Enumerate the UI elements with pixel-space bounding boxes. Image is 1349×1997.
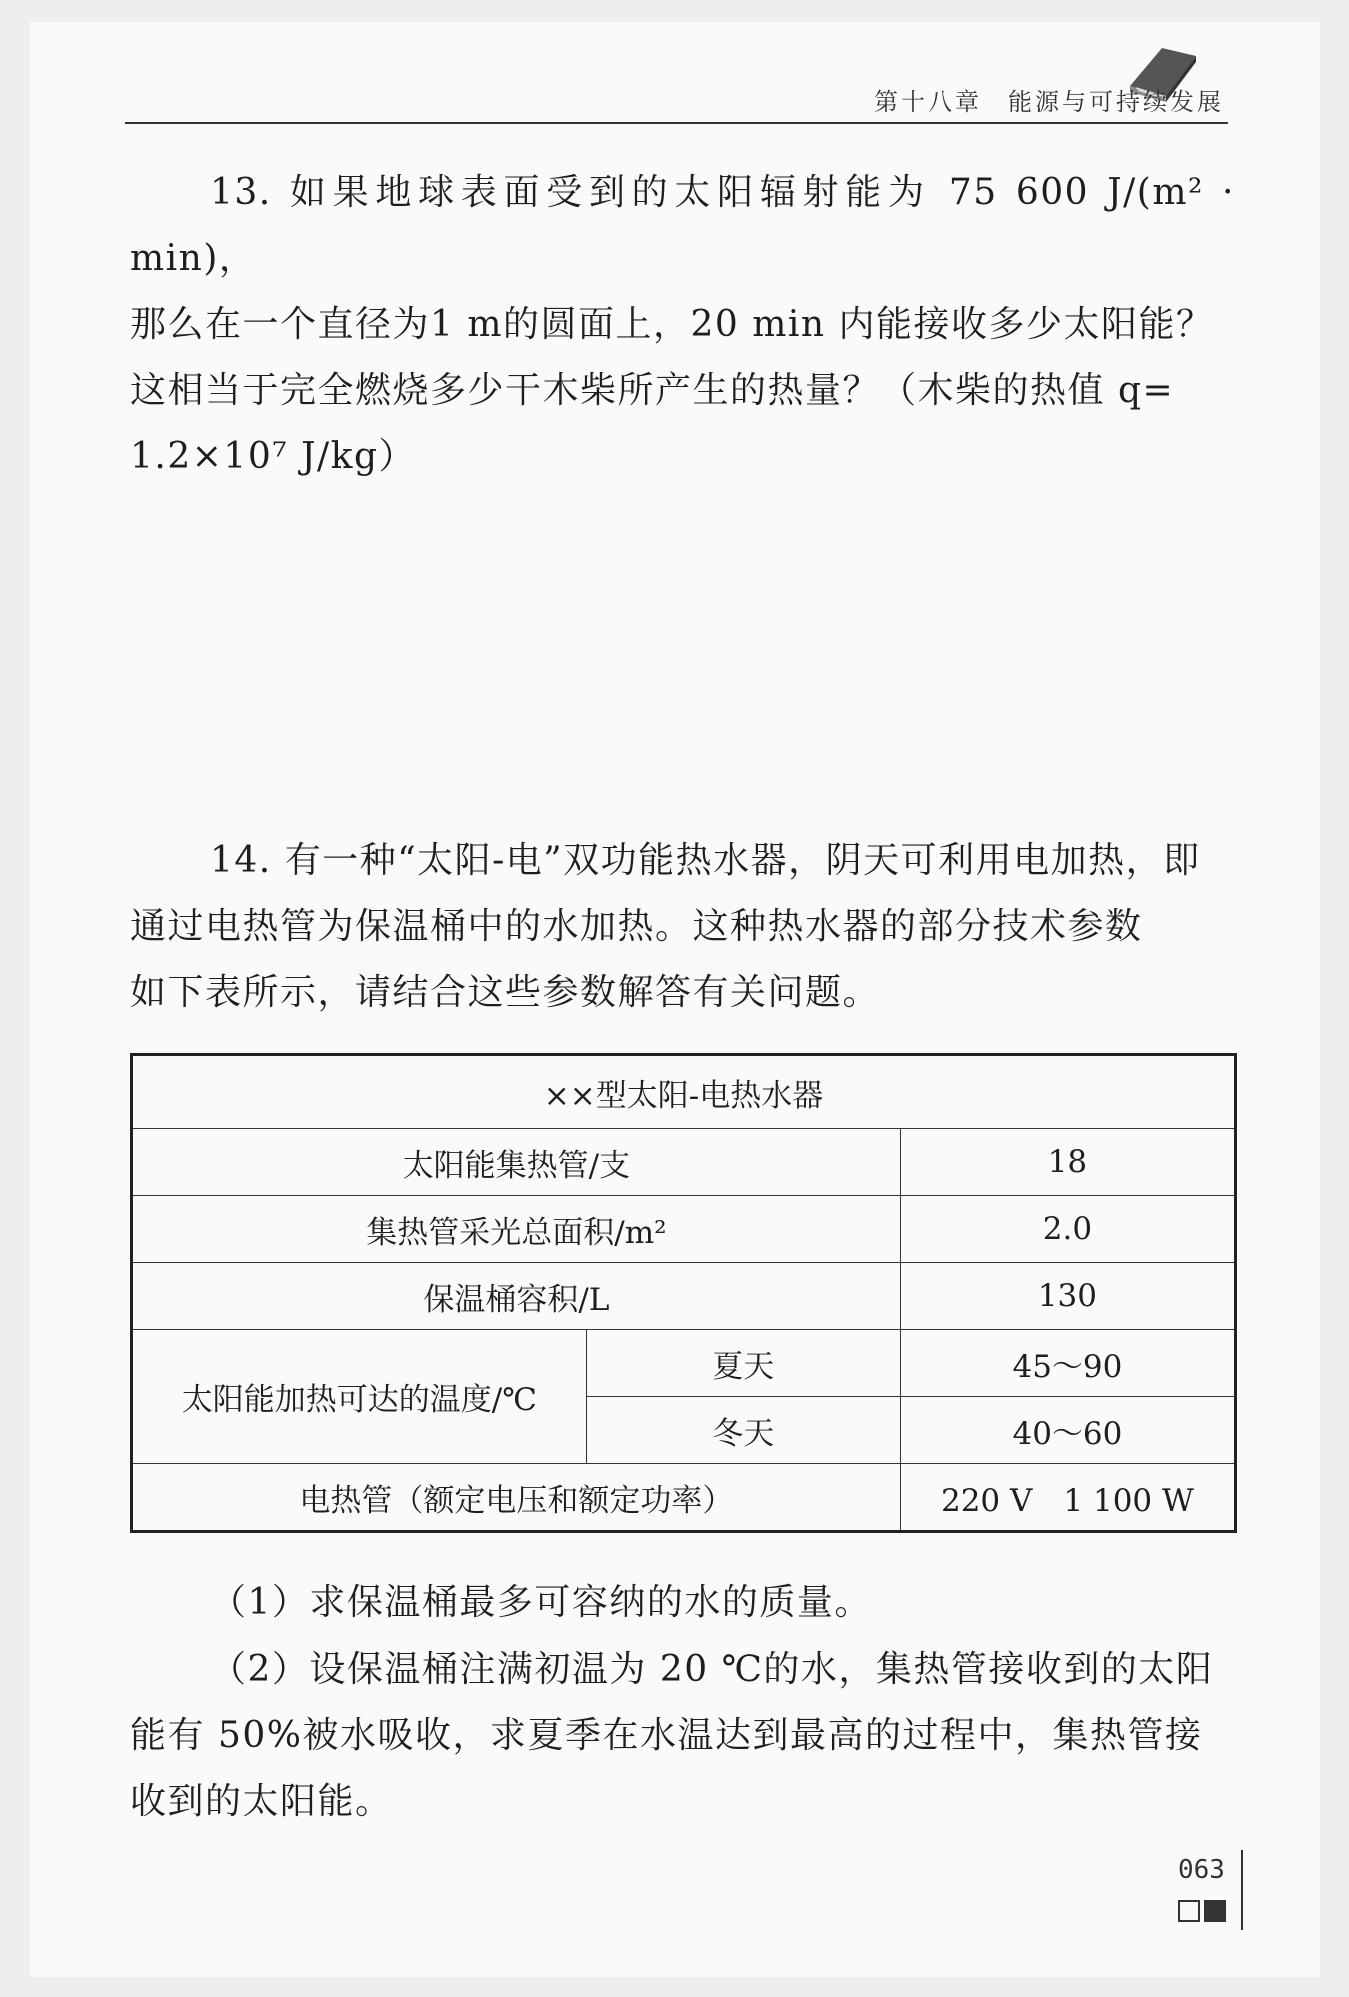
header-rule xyxy=(125,122,1228,124)
row3-value: 130 xyxy=(900,1263,1235,1330)
row4-winter-value: 40～60 xyxy=(900,1397,1235,1464)
chapter-title: 能源与可持续发展 xyxy=(1008,88,1224,116)
page-number-rule xyxy=(1241,1850,1243,1930)
page-number: 063 xyxy=(1178,1855,1225,1885)
sub2-line-3: 收到的太阳能。 xyxy=(130,1781,393,1822)
filled-square-icon xyxy=(1204,1900,1226,1922)
table-row xyxy=(132,1263,1236,1330)
row2-label: 集热管采光总面积/m² xyxy=(132,1196,901,1263)
table-row xyxy=(132,1129,1236,1196)
spec-table xyxy=(130,1053,1237,1533)
question-14 xyxy=(130,828,1235,1026)
sub2-line-1: （2）设保温桶注满初温为 20 ℃的水，集热管接收到的太阳 xyxy=(210,1649,1214,1690)
row4-winter-label: 冬天 xyxy=(586,1397,900,1464)
subquestion-2 xyxy=(130,1637,1235,1835)
sub1-line-1: （1）求保温桶最多可容纳的水的质量。 xyxy=(210,1582,872,1623)
table-row xyxy=(132,1330,1236,1397)
q13-line-3: 这相当于完全燃烧多少干木柴所产生的热量？（木柴的热值 q= xyxy=(130,370,1175,411)
subquestion-1 xyxy=(130,1570,1235,1636)
question-13 xyxy=(130,160,1235,490)
chapter-label: 第十八章 xyxy=(874,88,982,116)
empty-square-icon xyxy=(1178,1900,1200,1922)
row2-value: 2.0 xyxy=(900,1196,1235,1263)
row4-summer-value: 45～90 xyxy=(900,1330,1235,1397)
q13-line-1: 13. 如果地球表面受到的太阳辐射能为 75 600 J/(m² · min)， xyxy=(130,172,1235,279)
q14-line-2: 通过电热管为保温桶中的水加热。这种热水器的部分技术参数 xyxy=(130,906,1143,947)
table-row xyxy=(132,1196,1236,1263)
sub2-line-2: 能有 50%被水吸收，求夏季在水温达到最高的过程中，集热管接 xyxy=(130,1715,1203,1756)
row1-value: 18 xyxy=(900,1129,1235,1196)
row1-label: 太阳能集热管/支 xyxy=(132,1129,901,1196)
row4-label: 太阳能加热可达的温度/℃ xyxy=(132,1330,587,1464)
running-header xyxy=(848,82,1224,117)
table-row xyxy=(132,1055,1236,1129)
q14-line-1: 14. 有一种“太阳-电”双功能热水器，阴天可利用电加热，即 xyxy=(210,840,1201,881)
row3-label: 保温桶容积/L xyxy=(132,1263,901,1330)
q13-line-2: 那么在一个直径为1 m的圆面上，20 min 内能接收多少太阳能？ xyxy=(130,304,1214,345)
q13-line-4: 1.2×10⁷ J/kg） xyxy=(130,436,417,477)
table-title: ××型太阳-电热水器 xyxy=(132,1055,1236,1129)
row5-label: 电热管（额定电压和额定功率） xyxy=(132,1464,901,1532)
row4-summer-label: 夏天 xyxy=(586,1330,900,1397)
row5-value: 220 V 1 100 W xyxy=(900,1464,1235,1532)
table-row xyxy=(132,1464,1236,1532)
q14-line-3: 如下表所示，请结合这些参数解答有关问题。 xyxy=(130,972,881,1013)
